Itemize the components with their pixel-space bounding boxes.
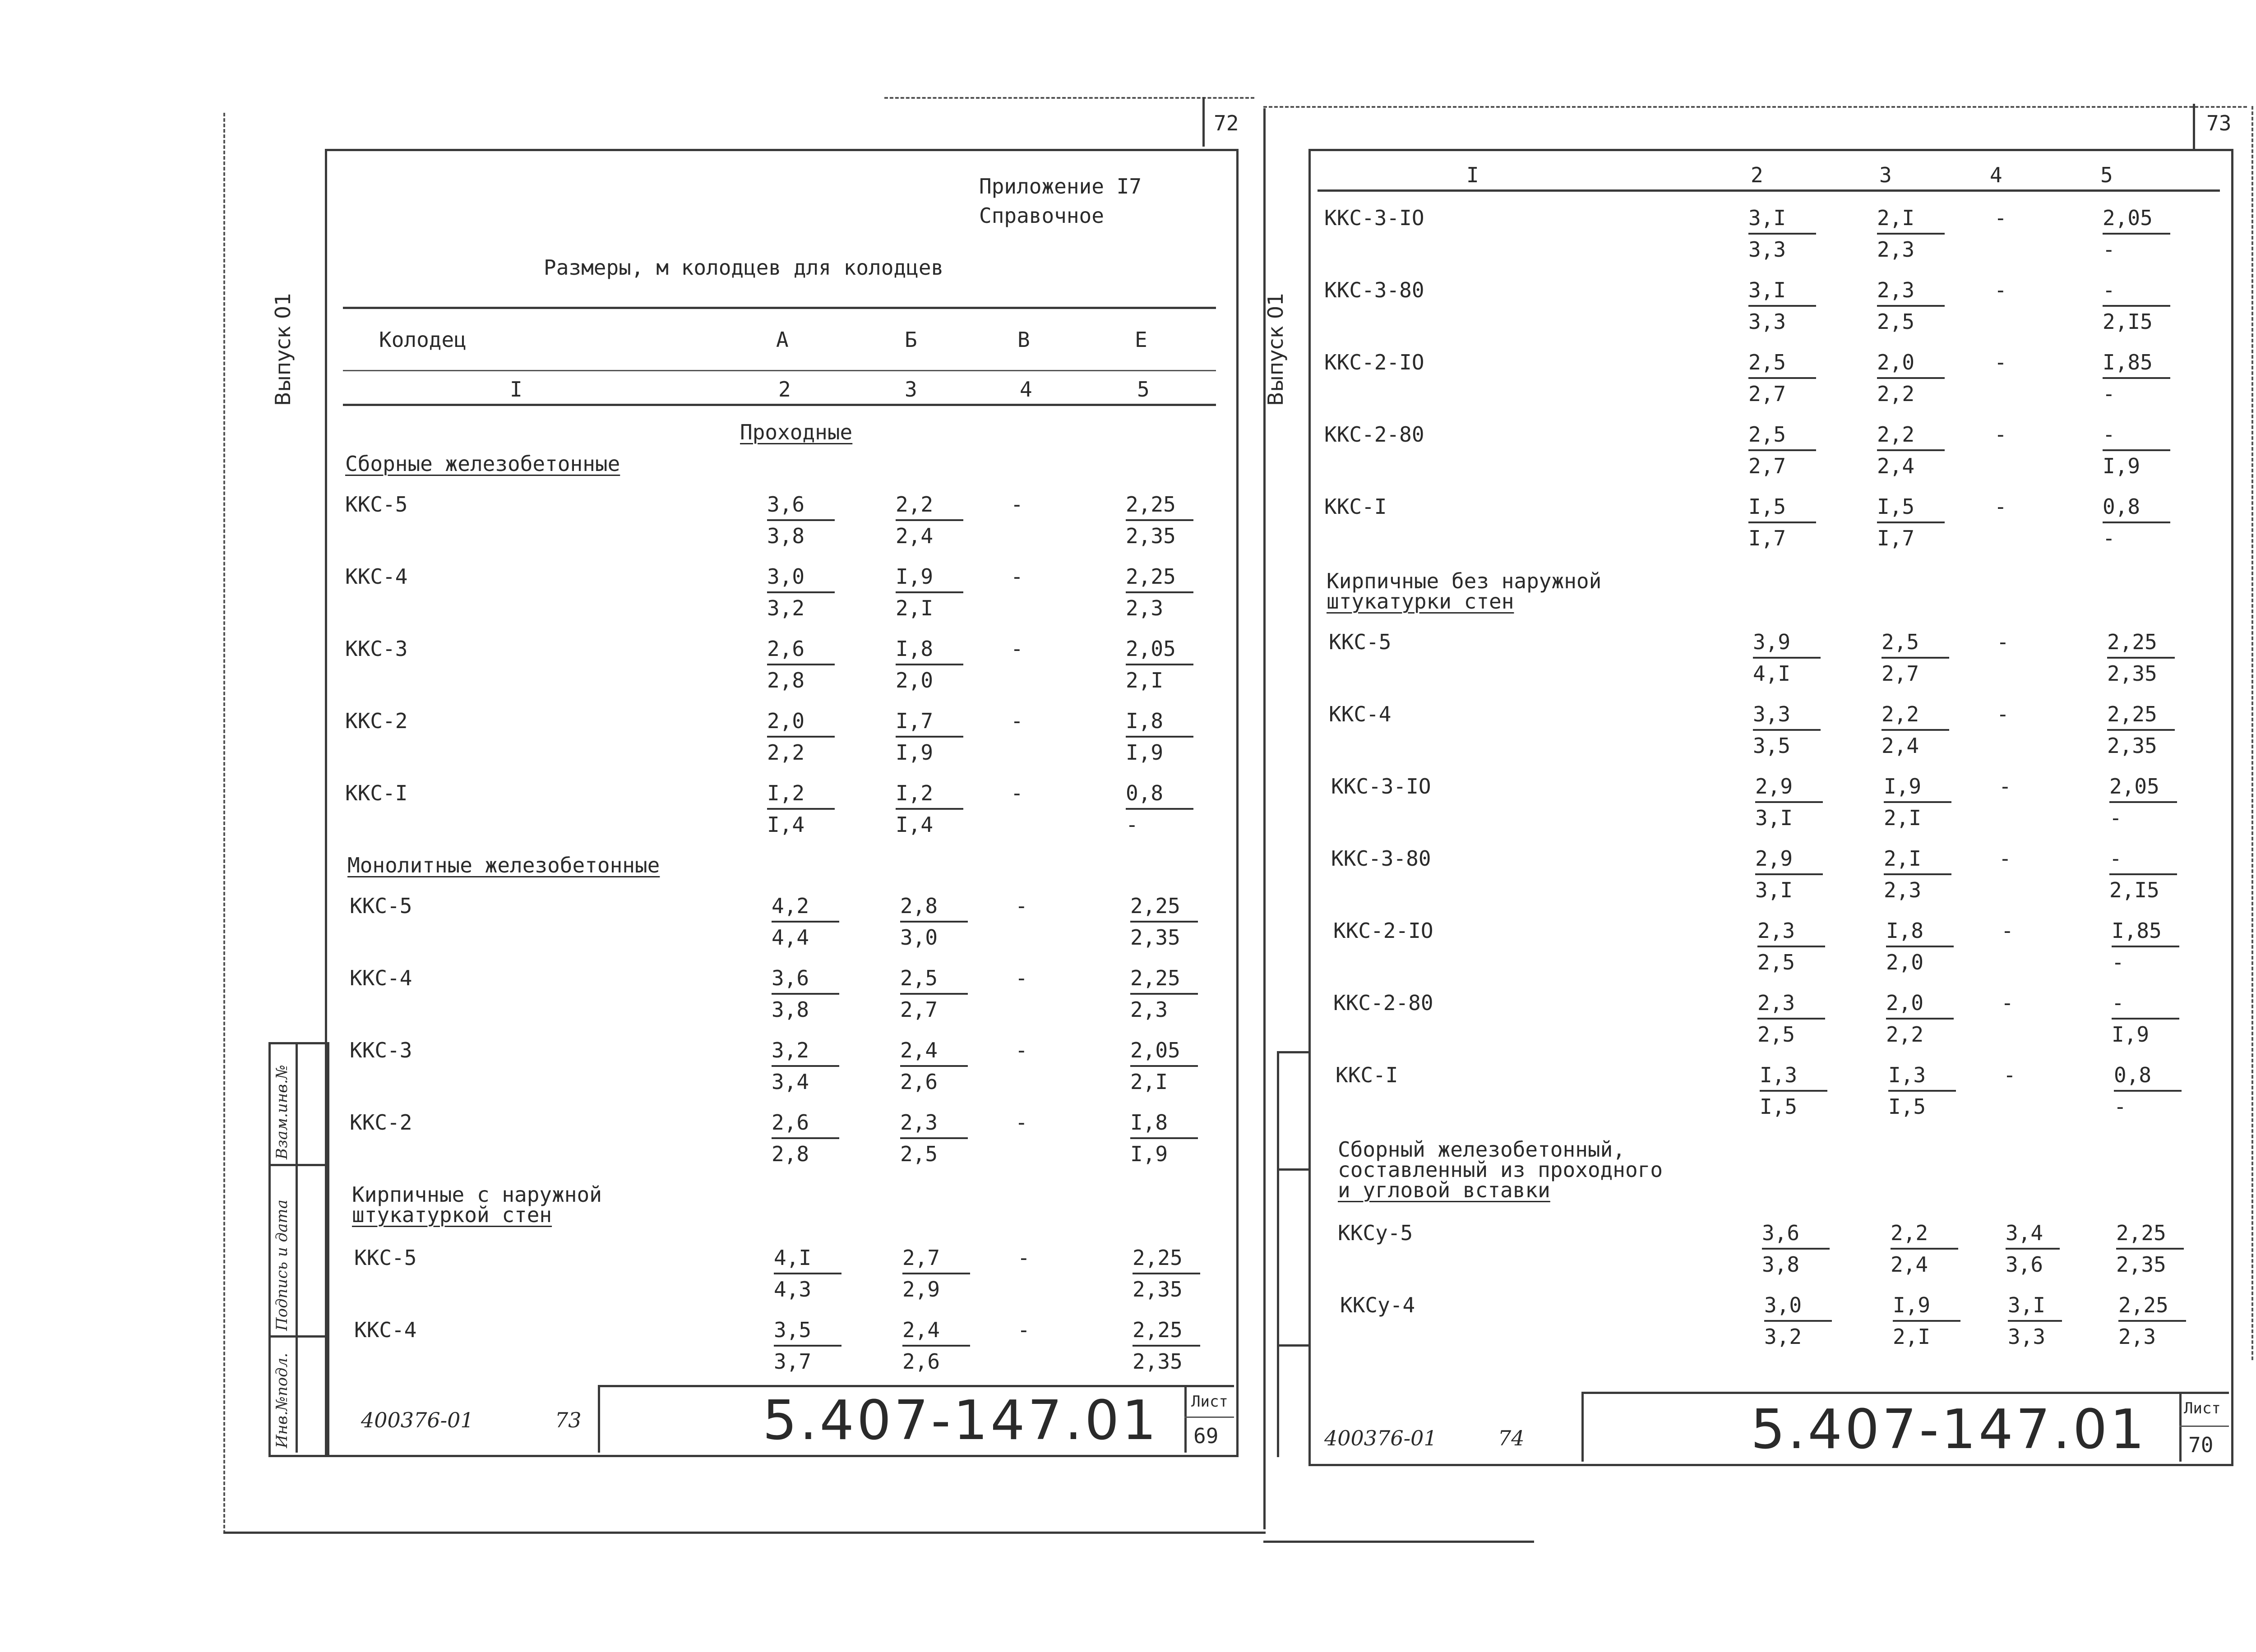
col-header-0: Колодец — [379, 328, 467, 352]
footer-code: 400376-01 — [361, 1408, 474, 1432]
stamp-column — [1277, 1051, 1279, 1457]
stamp-divider — [1277, 1051, 1308, 1053]
header-bottom-rule — [1318, 189, 2220, 192]
scan-edge — [884, 97, 1254, 99]
appendix-subtitle: Справочное — [979, 203, 1104, 228]
corner-box-line — [2193, 104, 2195, 149]
footer-code: 400376-01 — [1324, 1426, 1437, 1450]
header-bottom-rule — [343, 404, 1216, 406]
stamp-label: Инв.№подл. — [273, 1352, 291, 1448]
col-number-5: 5 — [2100, 163, 2113, 187]
scan-edge — [223, 113, 225, 1534]
group-heading-line2: штукатурки стен — [1327, 589, 1514, 614]
col-header-1: А — [776, 328, 789, 352]
footer-page: 73 — [555, 1408, 582, 1432]
table-title: Размеры, м колодцев для колодцев — [544, 255, 944, 280]
corner-box-line — [1202, 97, 1205, 147]
stamp-label: Взам.инв.№ — [273, 1065, 291, 1159]
sheet-divider — [1184, 1417, 1234, 1418]
col-number-2: 2 — [1751, 163, 1763, 187]
section-heading: Проходные — [740, 420, 853, 444]
stamp-divider — [296, 1042, 298, 1453]
col-number-3: 3 — [905, 377, 917, 401]
scan-edge — [223, 1532, 1266, 1534]
stamp-divider — [1277, 1344, 1308, 1347]
stamp-divider — [268, 1335, 325, 1338]
title-block-top — [598, 1385, 1234, 1387]
title-block-left — [1581, 1392, 1584, 1462]
title-block-top — [1581, 1392, 2229, 1394]
stamp-divider — [1277, 1168, 1308, 1171]
col-number-1: I — [510, 377, 522, 401]
group-heading: Сборные железобетонные — [345, 452, 620, 476]
title-block-left — [598, 1385, 600, 1453]
col-number-3: 3 — [1879, 163, 1892, 187]
page-corner-number: 73 — [2206, 111, 2232, 135]
col-number-4: 4 — [1990, 163, 2002, 187]
table-top-rule — [343, 307, 1216, 309]
sheet-label: Лист — [1191, 1393, 1228, 1411]
sheet-number: 69 — [1193, 1424, 1219, 1448]
group-heading-line2: штукатуркой стен — [352, 1203, 552, 1227]
col-number-1: I — [1466, 163, 1479, 187]
col-number-2: 2 — [778, 377, 791, 401]
sheet-label: Лист — [2184, 1399, 2221, 1417]
title-block-sheet — [1184, 1385, 1187, 1453]
footer-page: 74 — [1498, 1426, 1525, 1450]
group-heading-line2: составленный из проходного — [1338, 1158, 1663, 1182]
group-heading: Монолитные железобетонные — [347, 853, 660, 877]
col-header-3: В — [1017, 328, 1030, 352]
scan-edge — [1263, 106, 2247, 108]
group-heading: Кирпичные без наружной — [1327, 569, 1602, 593]
group-heading-line3: и угловой вставки — [1338, 1178, 1550, 1202]
sheet-divider — [2179, 1426, 2229, 1427]
col-header-2: Б — [905, 328, 917, 352]
doc-number: 5.407-147.01 — [763, 1389, 1159, 1452]
doc-number: 5.407-147.01 — [1751, 1398, 2147, 1461]
side-label: Выпуск 01 — [1263, 292, 1288, 406]
stamp-divider — [268, 1164, 325, 1166]
scan-edge — [1263, 1541, 1534, 1543]
scan-edge — [2251, 106, 2253, 1360]
page-corner-number: 72 — [1214, 111, 1239, 135]
header-rule — [343, 370, 1216, 371]
col-header-4: Е — [1135, 328, 1147, 352]
appendix-title: Приложение I7 — [979, 174, 1142, 198]
stamp-label: Подпись и дата — [273, 1200, 291, 1331]
side-label: Выпуск 01 — [271, 292, 295, 406]
sheet-number: 70 — [2188, 1433, 2214, 1457]
col-number-5: 5 — [1137, 377, 1150, 401]
group-heading: Кирпичные с наружной — [352, 1182, 602, 1207]
col-number-4: 4 — [1020, 377, 1032, 401]
group-heading: Сборный железобетонный, — [1338, 1137, 1625, 1162]
